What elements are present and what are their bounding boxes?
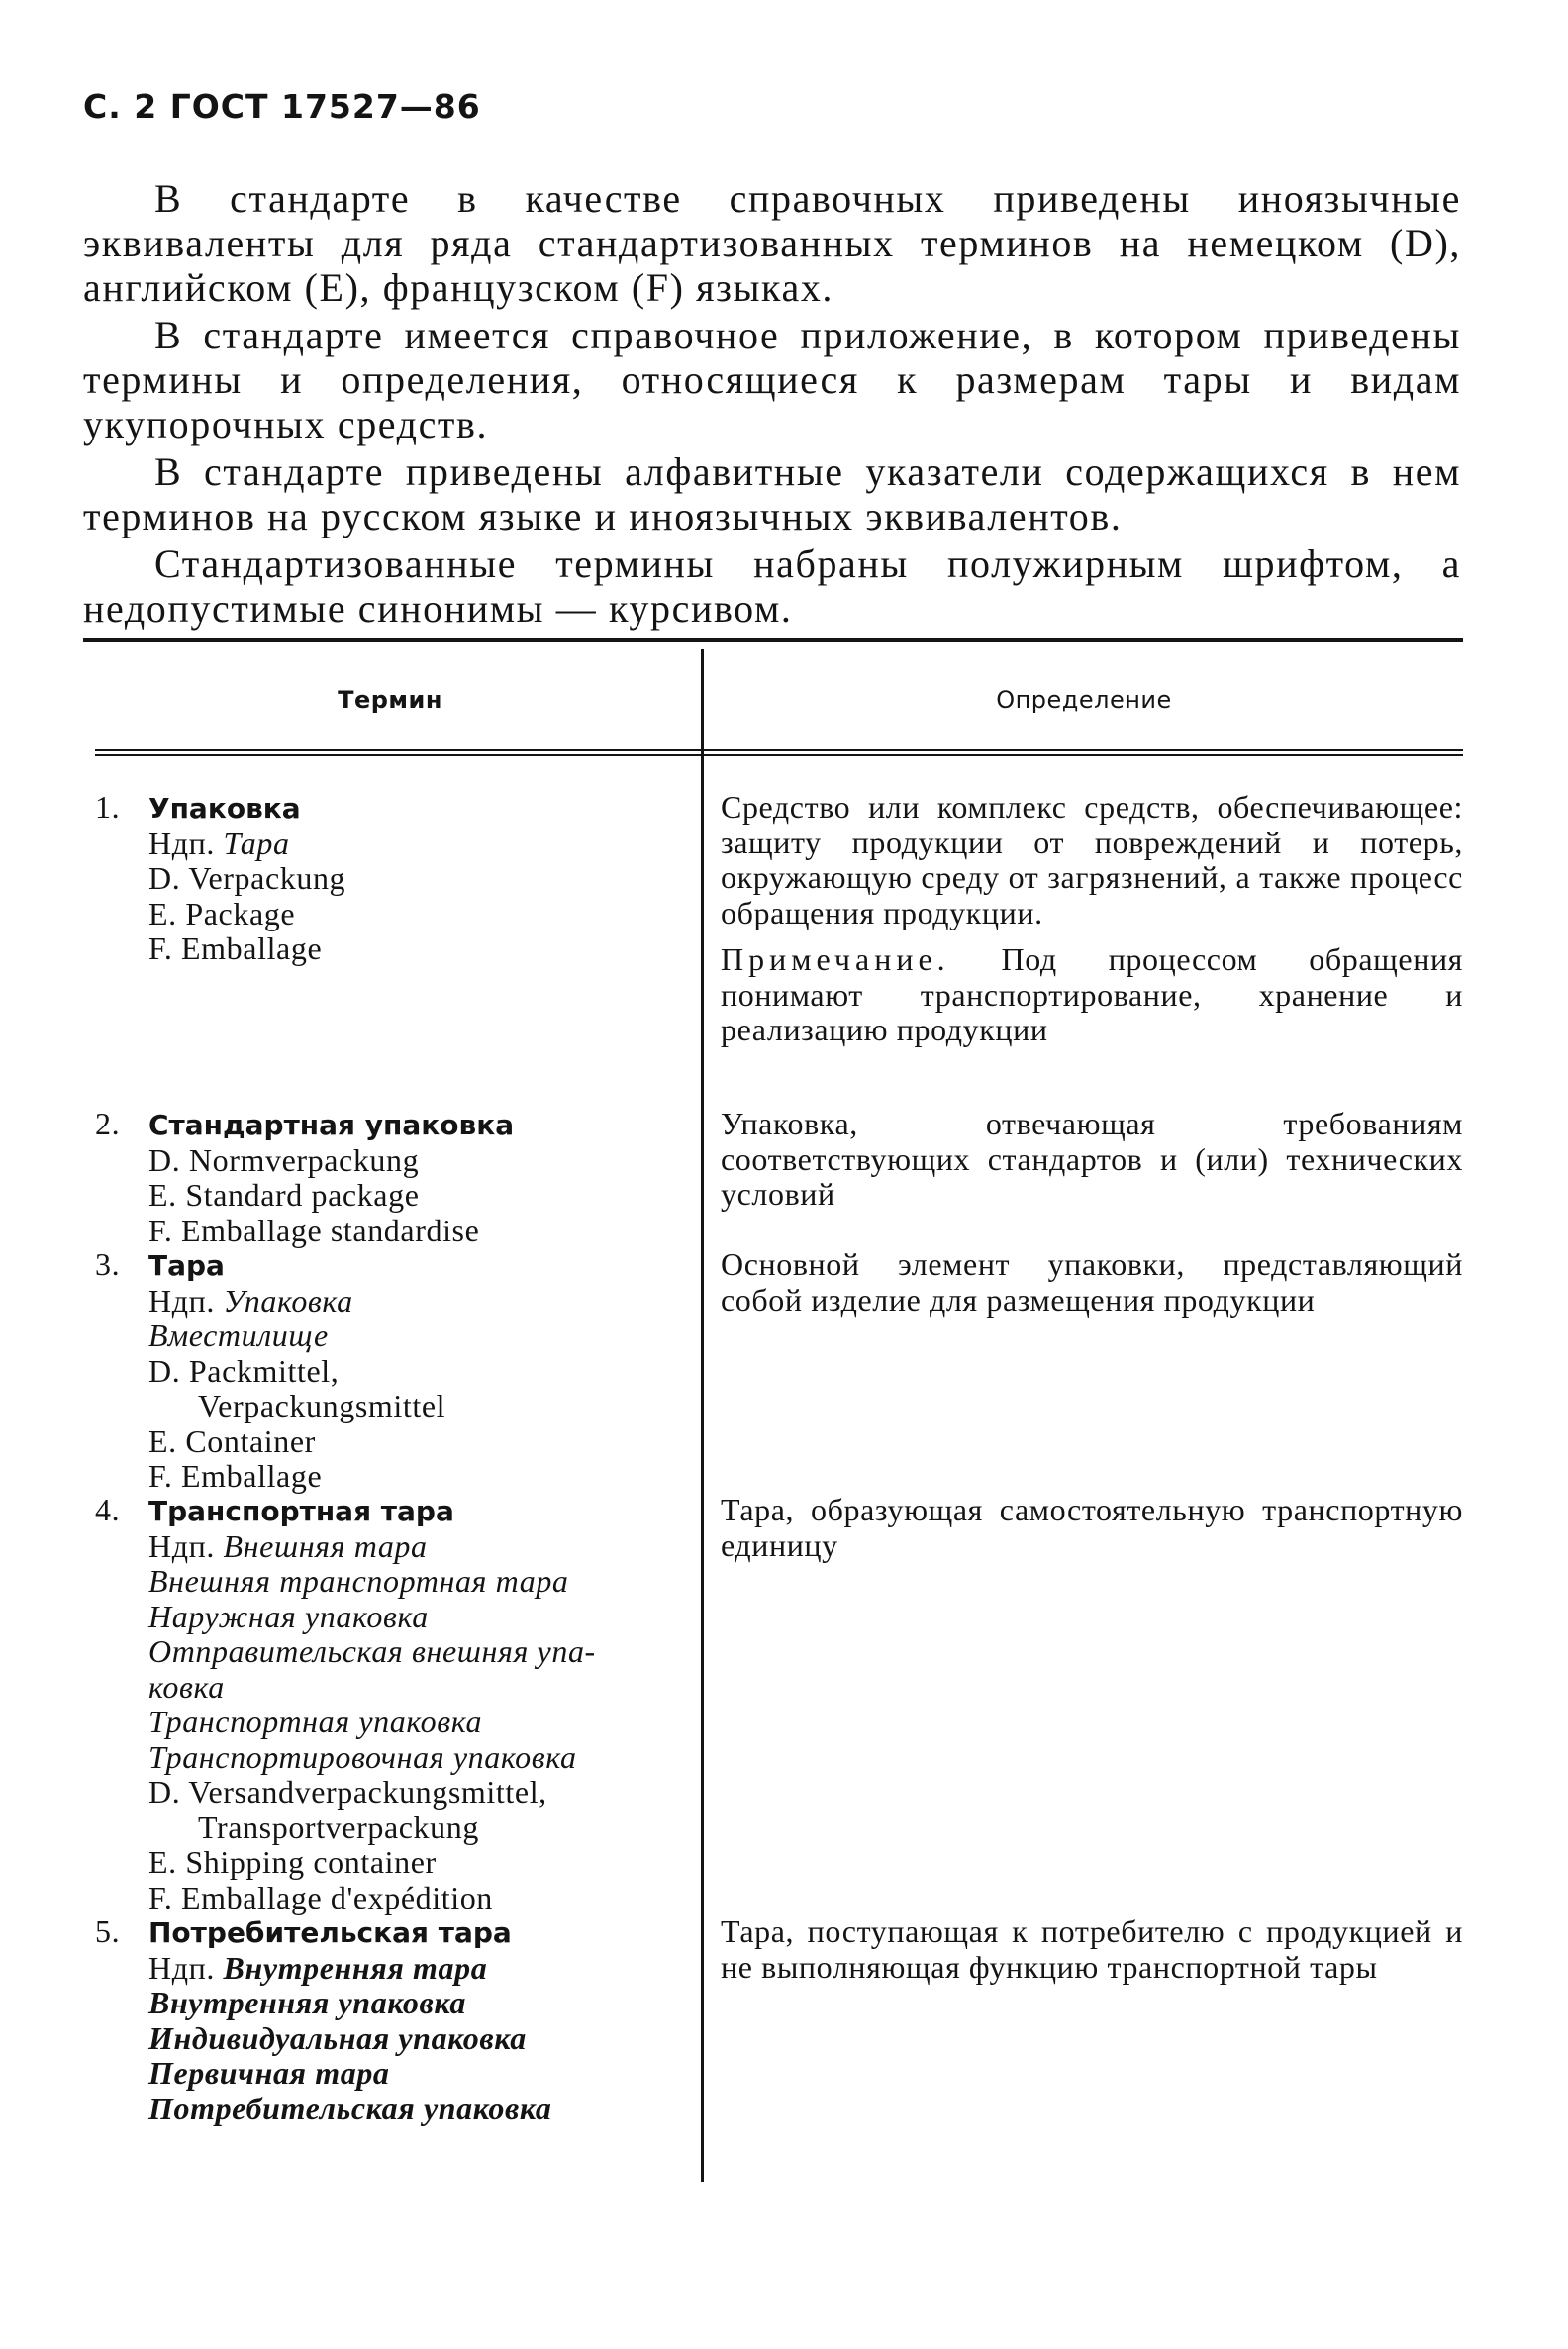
ndp-synonym: Тара (223, 825, 290, 861)
foreign-equivalent: F. Emballage d'expédition (148, 1879, 493, 1915)
ndp-synonym: Транспортировочная упаковка (148, 1738, 577, 1775)
term-entry-5 (95, 1914, 689, 2126)
foreign-equivalent: D. Versandverpackungsmittel, (148, 1774, 547, 1810)
term-name: Тара (148, 1249, 225, 1282)
term-number: 4. (95, 1492, 121, 1527)
ndp-synonym: Вместилище (148, 1318, 329, 1353)
term-entry-3 (95, 1247, 689, 1495)
term-name: Потребительская тара (148, 1916, 512, 1949)
ndp-synonym: Упаковка (223, 1282, 353, 1319)
foreign-equivalent: E. Standard package (148, 1177, 420, 1213)
ndp-label: Ндп. (148, 1282, 215, 1319)
definition-note (721, 942, 1463, 1048)
term-number: 2. (95, 1106, 121, 1141)
term-entry-1 (95, 790, 689, 967)
definition-5 (721, 1914, 1463, 1985)
foreign-equivalent: F. Emballage (148, 1458, 323, 1494)
table-column-divider (701, 649, 704, 2182)
foreign-equivalent-continued: Transportverpackung (198, 1809, 479, 1845)
column-header-term: Термин (338, 686, 442, 714)
term-entry-2 (95, 1107, 689, 1248)
ndp-synonym: Внешняя транспортная тара (148, 1563, 569, 1599)
note-label: Примечание. (721, 941, 950, 977)
term-number: 5. (95, 1913, 121, 1949)
column-header-definition: Определение (996, 686, 1172, 714)
page-header: С. 2 ГОСТ 17527—86 (83, 87, 481, 126)
definition-text: Основной элемент упаковки, представляющий собой изделие для размещения продукции (721, 1246, 1463, 1318)
foreign-equivalent: D. Packmittel, (148, 1352, 340, 1389)
ndp-synonym: Внутренняя упаковка (148, 1985, 467, 2020)
definition-1 (721, 790, 1463, 1048)
definition-text: Тара, образующая самостоятельную транспортную единицу (721, 1492, 1463, 1563)
foreign-equivalent: D. Normverpackung (148, 1141, 420, 1178)
term-entry-4 (95, 1493, 689, 1915)
definition-2 (721, 1107, 1463, 1213)
ndp-synonym: Внешняя тара (223, 1527, 428, 1564)
intro-paragraph: В стандарте приведены алфавитные указатели содержащихся в нем терминов на русском языке и иноязычных эквивалентов. (83, 449, 1461, 538)
foreign-equivalent: D. Verpackung (148, 860, 346, 896)
ndp-synonym: Внутренняя тара (223, 1949, 488, 1986)
foreign-equivalent: E. Shipping container (148, 1844, 437, 1880)
ndp-label: Ндп. (148, 1949, 215, 1986)
foreign-equivalent-continued: Verpackungsmittel (198, 1388, 446, 1423)
term-name: Упаковка (148, 792, 301, 825)
term-number: 3. (95, 1246, 121, 1282)
foreign-equivalent: F. Emballage (148, 930, 323, 966)
ndp-synonym: Транспортная упаковка (148, 1704, 483, 1739)
intro-paragraph: Стандартизованные термины набраны полужирным шрифтом, а недопустимые синонимы — курсивом. (83, 541, 1461, 631)
ndp-synonym-continued: ковка (148, 1668, 225, 1705)
definition-text: Тара, поступающая к потребителю с продукцией и не выполняющая функцию транспортной тары (721, 1913, 1463, 1985)
ndp-synonym: Наружная упаковка (148, 1598, 429, 1634)
intro-paragraph: В стандарте в качестве справочных приведены иноязычные эквиваленты для ряда стандартизованных терминов на немецком (D), английском (E), французском (F) языках. (83, 176, 1461, 310)
ndp-synonym: Отправительская внешняя упа- (148, 1633, 596, 1669)
definition-text: Средство или комплекс средств, обеспечивающее: защиту продукции от повреждений и потерь, окружающую среду от загрязнений, а также процесс обращения продукции. (721, 789, 1463, 930)
term-name: Транспортная тара (148, 1495, 454, 1527)
definition-3 (721, 1247, 1463, 1318)
foreign-equivalent: E. Container (148, 1422, 316, 1459)
foreign-equivalent: E. Package (148, 895, 296, 931)
ndp-label: Ндп. (148, 825, 215, 861)
intro-text (83, 176, 1461, 634)
definition-text: Упаковка, отвечающая требованиям соответствующих стандартов и (или) технических условий (721, 1106, 1463, 1212)
ndp-label: Ндп. (148, 1527, 215, 1564)
note-text: Под процессом обращения понимают транспортирование, хранение и реализацию продукции (721, 941, 1463, 1047)
header-rule (95, 749, 1463, 751)
ndp-synonym: Потребительская упаковка (148, 2090, 552, 2126)
term-number: 1. (95, 789, 121, 825)
header-rule (95, 754, 1463, 756)
ndp-synonym: Индивидуальная упаковка (148, 2019, 527, 2056)
table-top-rule (83, 638, 1463, 642)
definition-4 (721, 1493, 1463, 1563)
term-name: Стандартная упаковка (148, 1109, 515, 1141)
foreign-equivalent: F. Emballage standardise (148, 1212, 480, 1248)
intro-paragraph: В стандарте имеется справочное приложение, в котором приведены термины и определения, относящиеся к размерам тары и видам укупорочных средств. (83, 313, 1461, 446)
ndp-synonym: Первичная тара (148, 2055, 390, 2091)
